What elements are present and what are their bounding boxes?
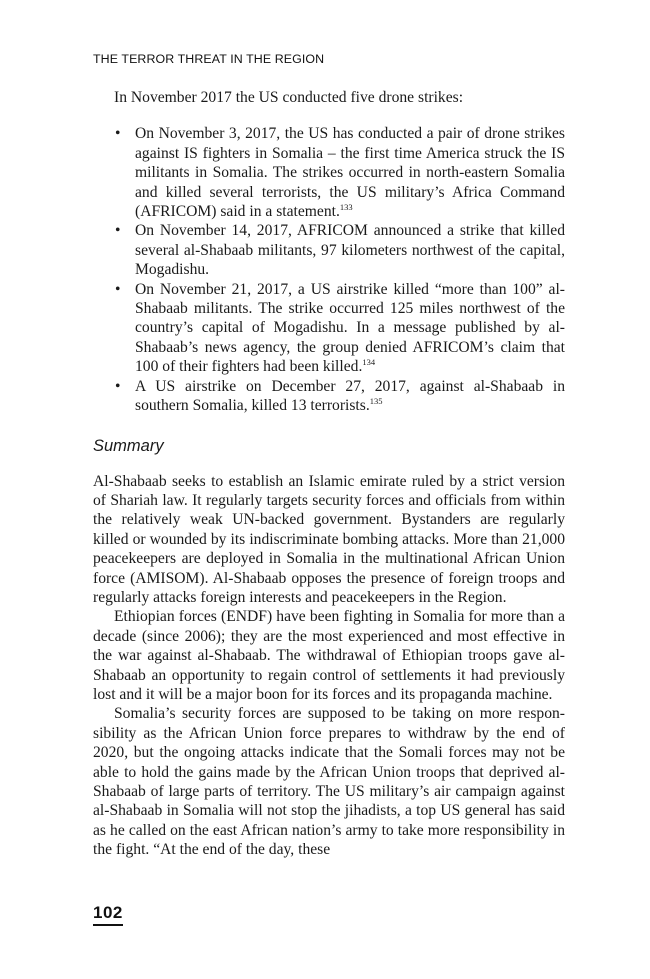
footnote-ref[interactable]: 133: [339, 202, 353, 213]
body-paragraph: Al-Shabaab seeks to establish an Islamic emirate ruled by a strict version of Shariah law. It regularly targets security forces and officials from within the relatively weak UN-backed government. Bystanders are regularly killed or wounded by its indiscriminate bombing attacks. More than 21,000 peacekeepers are deployed in Somalia in the multinational African Union force (AMISOM). Al-Shabaab opposes the presence of foreign troops and regularly attacks foreign interests and peacekeepers in the Region.: [93, 472, 565, 606]
page-body: [93, 88, 565, 860]
drone-strike-list: [114, 124, 565, 415]
list-item: [114, 124, 565, 221]
bullet-icon: •: [115, 280, 121, 298]
bullet-icon: •: [115, 125, 121, 143]
list-item: [114, 280, 565, 377]
running-head: THE TERROR THREAT IN THE REGION: [93, 52, 325, 66]
list-item: [114, 221, 565, 279]
footnote-ref[interactable]: 135: [369, 396, 383, 407]
page-number: 102: [93, 903, 123, 926]
list-item-text: A US airstrike on December 27, 2017, against al-Shabaab in southern Somalia, killed 13 terrorists.: [135, 377, 565, 415]
list-item-text: On November 21, 2017, a US airstrike killed “more than 100” al-Shabaab militants. The strike occurred 125 miles northwest of the country’s capital of Mogadishu. In a message published by al-Shabaab’s news agency, the group denied AFRICOM’s claim that 100 of their fighters had been killed.: [135, 280, 565, 376]
section-heading: Summary: [93, 436, 164, 455]
bullet-icon: •: [115, 377, 121, 395]
bullet-icon: •: [115, 222, 121, 240]
list-item-text: On November 3, 2017, the US has conducted a pair of drone strikes against IS fighters in Somalia – the first time America struck the IS militants in Somalia. The strikes occurred in north-eastern Somalia and killed several terrorists, the US military’s Africa Command (AFRICOM) said in a statement.: [135, 125, 565, 221]
list-item: [114, 377, 565, 416]
body-paragraph: Ethiopian forces (ENDF) have been fighting in Somalia for more than a decade (since 2006); they are the most experienced and most effective in the war against al-Shabaab. The withdrawal of Ethiopian troops gave al-Shabaab an opportunity to regain control of settlements it had previously lost and it will be a major boon for its forces and its propaganda machine.: [93, 608, 565, 703]
intro-paragraph: In November 2017 the US conducted five drone strikes:: [114, 89, 464, 106]
body-paragraph: Somalia’s security forces are supposed to be taking on more respon-sibility as the African Union force prepares to withdraw by the end of 2020, but the ongoing attacks indicate that the Somali forces may not be able to hold the gains made by the African Union troops that deprived al-Shabaab of large parts of territory. The US military’s air campaign against al-Shabaab in Somalia will not stop the jihadists, a top US general has said as he called on the east African nation’s army to take more responsibility in the fight. “At the end of the day, these: [93, 705, 565, 859]
footnote-ref[interactable]: 134: [362, 357, 376, 368]
list-item-text: On November 14, 2017, AFRICOM announced a strike that killed several al-Shabaab militants, 97 kilometers northwest of the capital, Mogadishu.: [135, 222, 565, 279]
